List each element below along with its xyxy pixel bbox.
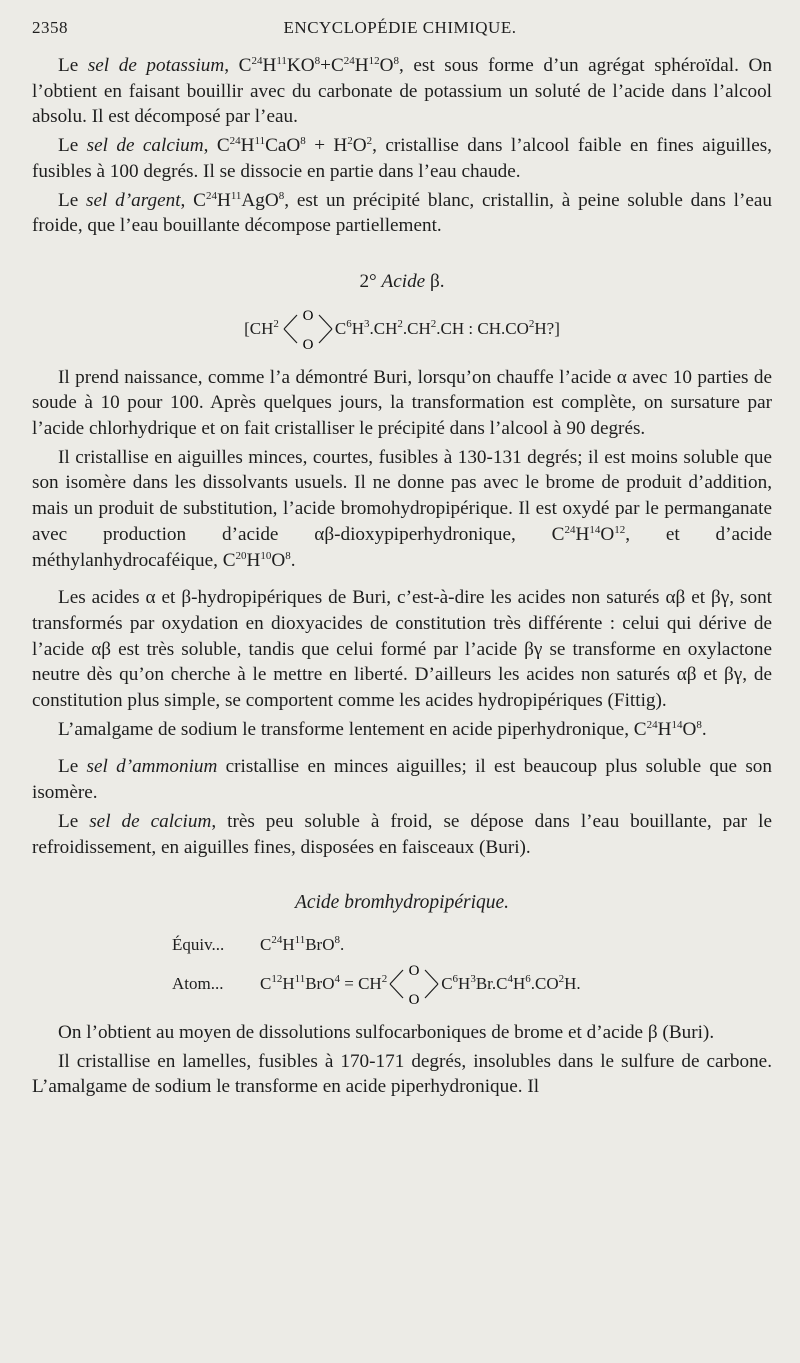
ring-oxygen-top: O xyxy=(302,307,314,324)
methylenedioxy-ring xyxy=(281,305,335,353)
paragraph-hydropiperic-acids: Les acides α et β-hydropipériques de Buri, c’est-à-dire les acides non saturés αβ et βγ, sont transformés par oxydation en dioxyacides de constitution très différente : celui qui dérive de l’acide αβ est très soluble, tandis que celui formé par l’acide βγ se transforme en oxylactone neutre dès qu’on cherche à le mettre en liberté. D’ailleurs les acides non saturés αβ et βγ, de constitution plus simple, se comportent comme les acides hydropipériques (Fittig). xyxy=(32,587,772,712)
formula-block-bromo-acid xyxy=(32,930,772,1008)
structural-formula-acid-beta: [$CH^2$ O O $C^6H^3.CH^2.CH^2.CH$ : $CH.CO^2H$?] xyxy=(32,305,772,353)
atomic-formula: Atom... $C^{12}H^{11}BrO^4 = CH^2$ O O $C^6H^3Br.C^4H^6.CO^2H$. xyxy=(32,960,772,1008)
section-heading-bromo-acid: Acide bromhydropipérique. xyxy=(294,892,510,914)
body-text xyxy=(32,53,772,1103)
ring-oxygen-bottom-bromo: O xyxy=(408,991,420,1008)
term-potassium-salt: sel de potassium xyxy=(87,55,225,76)
equivalent-formula: Équiv... $C^{24}H^{11}BrO^8$. xyxy=(172,934,345,955)
term-silver-salt: sel d’argent xyxy=(86,189,181,211)
page-number: 2358 xyxy=(32,18,68,37)
paragraph-properties: Il cristallise en aiguilles minces, courtes, fusibles à 130-131 degrés; il est moins soluble que son isomère dans les dissolvants usuels. Il ne donne pas avec le brome de produit d’addition, mais un produit de substitution, l’acide bromohydropipérique. Il est oxydé par le permanganate avec production d’acide αβ-dioxypiperhydronique, $C^{24}H^{14}O^{12}$, et d’acide méthylanhydrocaféique, $C^{20}H^{10}O^8$. xyxy=(32,446,772,571)
ring-oxygen-bottom: O xyxy=(302,336,314,353)
page-header xyxy=(32,18,768,48)
formula-calcium-salt: , $C^{24}H^{11}CaO^8 + H^2O^2$ xyxy=(203,135,373,157)
paragraph-bromo-preparation: On l’obtient au moyen de dissolutions sulfocarboniques de brome et d’acide β (Buri). xyxy=(58,1021,715,1043)
term-calcium-salt-beta: sel de calcium xyxy=(89,810,212,832)
term-ammonium-salt: sel d’ammonium xyxy=(86,756,218,778)
paragraph-silver-salt: Le sel d’argent, $C^{24}H^{11}AgO^8$, est un précipité blanc, cristallin, à peine soluble dans l’eau froide, que l’eau bouillante décompose partiellement. xyxy=(32,189,772,237)
ring-oxygen-top-bromo: O xyxy=(408,962,420,979)
paragraph-preparation: Il prend naissance, comme l’a démontré Buri, lorsqu’on chauffe l’acide α avec 10 parties de soude à 10 pour 100. Après quelques jours, la transformation est complète, on sursature par l’acide chlorhydrique et on fait cristalliser le précipité dans l’alcool à 90 degrés. xyxy=(32,366,772,440)
methylenedioxy-ring-bromo xyxy=(387,960,441,1008)
running-title: ENCYCLOPÉDIE CHIMIQUE. xyxy=(283,18,517,37)
term-calcium-salt: sel de calcium xyxy=(86,135,204,157)
paragraph-potassium-salt: Le sel de potassium, $C^{24}H^{11}KO^8+C^{24}H^{12}O^8$, est sous forme d’un agrégat sphéroïdal. On l’obtient en faisant bouillir avec du carbonate de potassium un soluté de l’acide dans l’alcool absolu. Il est décomposé par l’eau. xyxy=(32,55,772,128)
formula-potassium-salt: $C^{24}H^{11}KO^8+C^{24}H^{12}O^8$ xyxy=(238,55,399,76)
section-heading-acid-beta: 2° Acide β. xyxy=(359,270,445,292)
paragraph-calcium-salt: Le sel de calcium, $C^{24}H^{11}CaO^8 + H^2O^2$, cristallise dans l’alcool faible en fines aiguilles, fusibles à 100 degrés. Il se dissocie en partie dans l’eau chaude. xyxy=(32,135,772,182)
paragraph-sodium-amalgam: L’amalgame de sodium le transforme lentement en acide piperhydronique, $C^{24}H^{14}O^8$. xyxy=(58,718,707,740)
paragraph-calcium-salt-beta: Le sel de calcium, très peu soluble à froid, se dépose dans l’eau bouillante, par le refroidissement, en aiguilles fines, disposées en faisceaux (Buri). xyxy=(32,810,772,858)
formula-silver-salt: , $C^{24}H^{11}AgO^8$ xyxy=(180,189,285,211)
paragraph-bromo-properties: Il cristallise en lamelles, fusibles à 170-171 degrés, insolubles dans le sulfure de carbone. L’amalgame de sodium le transforme en acide piperhydronique. Il xyxy=(32,1050,772,1098)
paragraph-ammonium-salt: Le sel d’ammonium cristallise en minces aiguilles; il est beaucoup plus soluble que son isomère. xyxy=(32,756,772,804)
